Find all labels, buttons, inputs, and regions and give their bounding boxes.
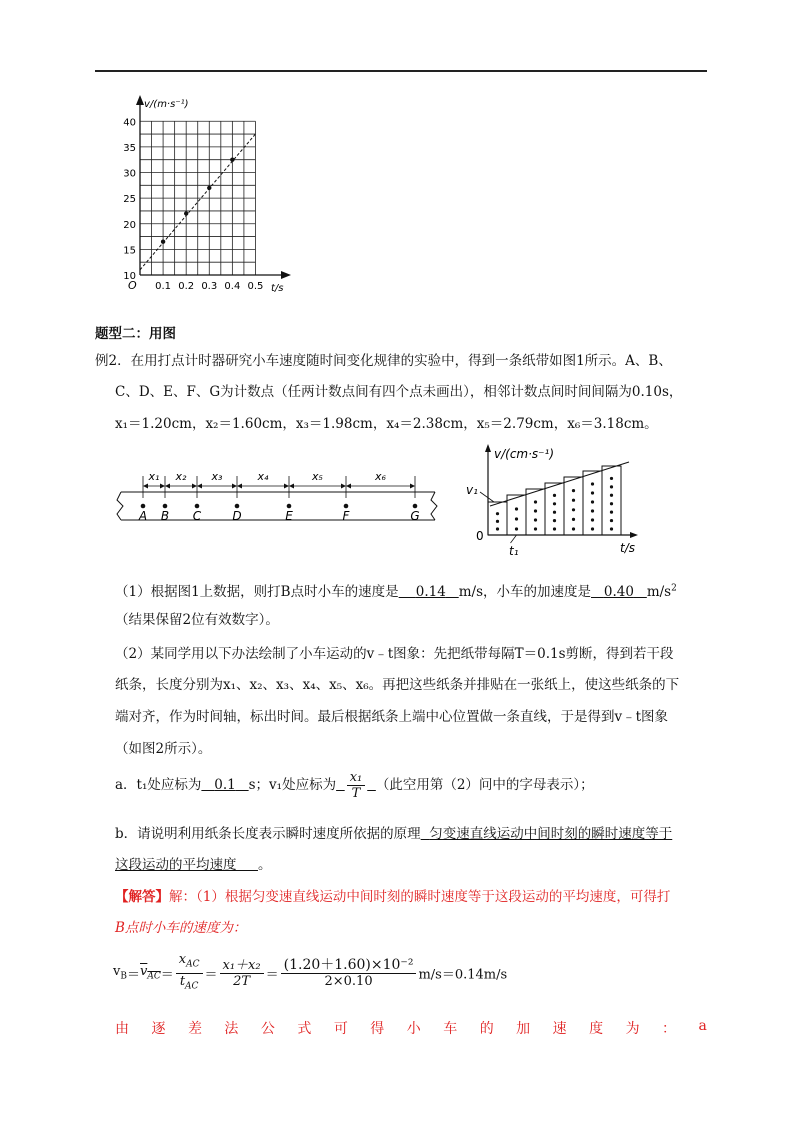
segment-label: x₁	[148, 470, 160, 483]
qa-frac-num: x₁	[347, 770, 366, 786]
strip-dot	[534, 500, 537, 503]
strip-dot	[553, 519, 556, 522]
q1-answer-v: 0.14	[415, 584, 446, 600]
fig2-xlabel: t/s	[620, 541, 635, 555]
spread-char: 度	[589, 1021, 604, 1037]
tape-point-label: C	[192, 509, 202, 523]
tape-dot	[163, 504, 168, 509]
segment-arrowhead	[197, 484, 202, 489]
x-tick-label: 0.1	[155, 281, 172, 292]
segment-arrowhead	[232, 484, 237, 489]
segment-label: x₅	[312, 470, 323, 483]
strip-dot	[496, 527, 499, 530]
y-tick-label: 25	[123, 194, 136, 206]
x-tick-label: 0.2	[178, 281, 195, 292]
spread-char: 可	[333, 1021, 348, 1037]
strip-dot	[553, 502, 556, 505]
segment-label: x₄	[257, 470, 269, 483]
strip-dot	[515, 517, 518, 520]
tape-point-label: G	[410, 509, 420, 523]
spread-char: 差	[187, 1021, 202, 1037]
x-tick-label: 0.3	[201, 281, 218, 292]
strip-vt-figure	[464, 440, 644, 560]
spread-char: 为	[625, 1021, 640, 1037]
y-axis-label: v/(m·s⁻¹)	[144, 99, 189, 110]
tape-break-left	[117, 492, 123, 520]
solution-tag: 【解答】	[115, 889, 169, 905]
segment-arrowhead	[346, 484, 351, 489]
segment-arrowhead	[237, 484, 242, 489]
t1-pointer	[511, 535, 517, 543]
solution-last-line	[115, 1018, 707, 1038]
y-tick-label: 30	[123, 168, 136, 180]
fig2-fit-line	[490, 462, 629, 506]
strip-dot	[553, 527, 556, 530]
segment-arrowhead	[165, 484, 170, 489]
qa-answer-v1	[336, 770, 376, 801]
data-point	[184, 211, 188, 215]
segment-arrowhead	[192, 484, 197, 489]
qb-line-2	[115, 853, 271, 873]
fig2-x-arrow	[630, 532, 638, 538]
y-tick-label: 10	[123, 271, 136, 282]
qa-suffix: （此空用第（2）问中的字母表示）；	[375, 777, 594, 793]
question-1-line	[115, 580, 677, 600]
strip-dot	[591, 509, 594, 512]
strip-dot	[610, 502, 613, 505]
segment-arrowhead	[341, 484, 346, 489]
segment-arrowhead	[284, 484, 289, 489]
y-tick-label: 20	[123, 219, 136, 231]
strip-dot	[610, 527, 613, 530]
strip-dot	[515, 507, 518, 510]
strip-dot	[534, 509, 537, 512]
strip-dot	[610, 477, 613, 480]
strip-dot	[610, 519, 613, 522]
qa-mid: s；v₁处应标为	[248, 777, 337, 793]
formula-vb: $v_B=v_{AC}=$ $\frac{x_{AC}}{t_{AC}}$ ＝ $\frac{\text{x₁＋x₂}}{2T}$ ＝ $\frac{\text{(1.20＋1.60)×10⁻²}}{2\times 0.10}$ m/s＝0.14m/s	[113, 952, 508, 992]
strip-dot	[572, 508, 575, 511]
qb-answer-1: 匀变速直线运动中间时刻的瞬时速度等于	[429, 826, 673, 842]
strip-dot	[553, 511, 556, 514]
solution-line-1	[115, 885, 670, 905]
x-tick-label: 0.5	[247, 281, 264, 292]
q1-answer-a: 0.40	[603, 584, 634, 600]
spread-char: 的	[479, 1021, 494, 1037]
q1-text: （1）根据图1上数据，则打B点时小车的速度是	[115, 584, 399, 600]
origin-label: O	[128, 279, 137, 292]
paper-strip	[545, 483, 564, 535]
solution-line-2: B点时小车的速度为：	[115, 920, 247, 936]
strip-dot	[572, 489, 575, 492]
fig2-origin: 0	[476, 529, 484, 543]
spread-char: 车	[443, 1021, 458, 1037]
vac-bar: $v_{AC}$	[140, 964, 161, 982]
q1-unit-a: m/s	[646, 584, 672, 600]
spread-char: 由	[115, 1021, 129, 1037]
tape-point-label: B	[160, 509, 170, 523]
segment-label: x₆	[375, 470, 386, 483]
solution-text-1: 解：（1）根据匀变速直线运动中间时刻的瞬时速度等于这段运动的平均速度，可得打	[169, 889, 671, 905]
qa-line	[115, 770, 594, 801]
tape-point-label: D	[232, 509, 242, 523]
segment-label: x₃	[211, 470, 223, 483]
paper-tape-figure	[113, 462, 448, 527]
example-line-1: 例2．在用打点计时器研究小车速度随时间变化规律的实验中，得到一条纸带如图1所示。A、B、	[95, 353, 672, 369]
q2-line-3: 端对齐，作为时间轴，标出时间。最后根据纸条上端中心位置做一条直线，于是得到v﹣t图象	[115, 709, 669, 725]
qb-prefix: b．请说明利用纸条长度表示瞬时速度所依据的原理	[115, 826, 421, 842]
strip-dot	[591, 500, 594, 503]
y-tick-label: 35	[123, 142, 136, 154]
qa-answer-t1: 0.1	[214, 777, 236, 793]
q2-line-4: （如图2所示）。	[115, 741, 212, 757]
qb-answer-2: 这段运动的平均速度	[115, 857, 237, 873]
strip-dot	[572, 499, 575, 502]
strip-dot	[496, 520, 499, 523]
strip-dot	[534, 527, 537, 530]
q1-unit-sup: 2	[671, 583, 677, 594]
tape-point-label: A	[138, 509, 148, 523]
spread-char: 加	[516, 1021, 531, 1037]
tape-dot	[287, 504, 292, 509]
spread-char: 小	[406, 1021, 421, 1037]
segment-label: x₂	[175, 470, 187, 483]
strip-dot	[591, 491, 594, 494]
strip-dot	[591, 518, 594, 521]
strip-dot	[534, 518, 537, 521]
example-line-3: x₁＝1.20cm，x₂＝1.60cm，x₃＝1.98cm，x₄＝2.38cm，x₅＝2.79cm，x₆＝3.18cm。	[115, 416, 658, 432]
strip-dot	[610, 485, 613, 488]
spread-char: 逐	[151, 1021, 166, 1037]
tape-point-label: F	[342, 509, 350, 523]
x-axis-label: t/s	[271, 283, 284, 294]
spread-char: 得	[370, 1021, 385, 1037]
strip-dot	[572, 518, 575, 521]
qb-line-1	[115, 822, 672, 842]
strip-dot	[591, 527, 594, 530]
strip-dot	[572, 527, 575, 530]
fig2-y-arrow	[485, 444, 491, 452]
segment-arrowhead	[160, 484, 165, 489]
x-axis-arrow	[281, 271, 291, 279]
q1-unit-v: m/s，小车的加速度是	[458, 584, 591, 600]
y-axis-arrow	[136, 95, 144, 105]
strip-dot	[591, 482, 594, 485]
segment-arrowhead	[410, 484, 415, 489]
segment-arrowhead	[289, 484, 294, 489]
q2-line-1: （2）某同学用以下办法绘制了小车运动的v﹣t图象：先把纸带每隔T＝0.1s剪断，得到若干段	[115, 646, 674, 662]
tape-break-right	[431, 492, 437, 520]
strip-dot	[496, 512, 499, 515]
spread-char: ：	[662, 1021, 677, 1037]
q1-note: （结果保留2位有效数字）。	[115, 612, 279, 628]
fig2-t1: t₁	[509, 544, 519, 558]
paper-strip	[564, 477, 583, 535]
spread-char: 公	[260, 1021, 275, 1037]
chart-axes	[123, 95, 291, 294]
data-point	[230, 157, 234, 161]
segment-arrowhead	[143, 484, 148, 489]
spread-char: a	[698, 1018, 707, 1034]
fig2-v1: v₁	[466, 483, 478, 497]
data-point	[161, 239, 165, 243]
strip-dot	[610, 494, 613, 497]
y-tick-label: 15	[123, 245, 136, 257]
data-point	[207, 186, 211, 190]
spread-char: 法	[224, 1021, 239, 1037]
fig2-ylabel: v/(cm·s⁻¹)	[494, 447, 555, 461]
tape-labels	[138, 470, 420, 523]
x-tick-label: 0.4	[224, 281, 241, 292]
strip-dot	[553, 494, 556, 497]
strip-dot	[515, 527, 518, 530]
spread-char: 速	[552, 1021, 567, 1037]
paper-strip	[602, 466, 621, 535]
tape-dot	[235, 504, 240, 509]
velocity-time-chart	[112, 95, 302, 305]
strip-dot	[610, 511, 613, 514]
qb-end: 。	[257, 857, 272, 873]
qa-frac-den: T	[351, 786, 361, 801]
q2-line-2: 纸条，长度分别为x₁、x₂、x₃、x₄、x₅、x₆。再把这些纸条并排贴在一张纸上，使这些纸条的下	[115, 677, 680, 693]
v1-pointer	[480, 492, 494, 502]
tape-dot	[344, 504, 349, 509]
tape-dot	[413, 504, 418, 509]
example-line-2: C、D、E、F、G为计数点（任两计数点间有四个点未画出），相邻计数点间时间间隔为0.10s，	[115, 384, 683, 400]
y-tick-label: 40	[123, 117, 136, 129]
section-title: 题型二：用图	[95, 326, 176, 342]
formula-result: m/s＝0.14m/s	[418, 967, 508, 983]
tape-dot	[141, 504, 146, 509]
qa-prefix: a．t₁处应标为	[115, 777, 202, 793]
spread-char: 式	[297, 1021, 312, 1037]
header-rule	[95, 70, 707, 72]
tape-dot	[195, 504, 200, 509]
chart-grid	[140, 121, 255, 275]
tape-point-label: E	[285, 509, 293, 523]
